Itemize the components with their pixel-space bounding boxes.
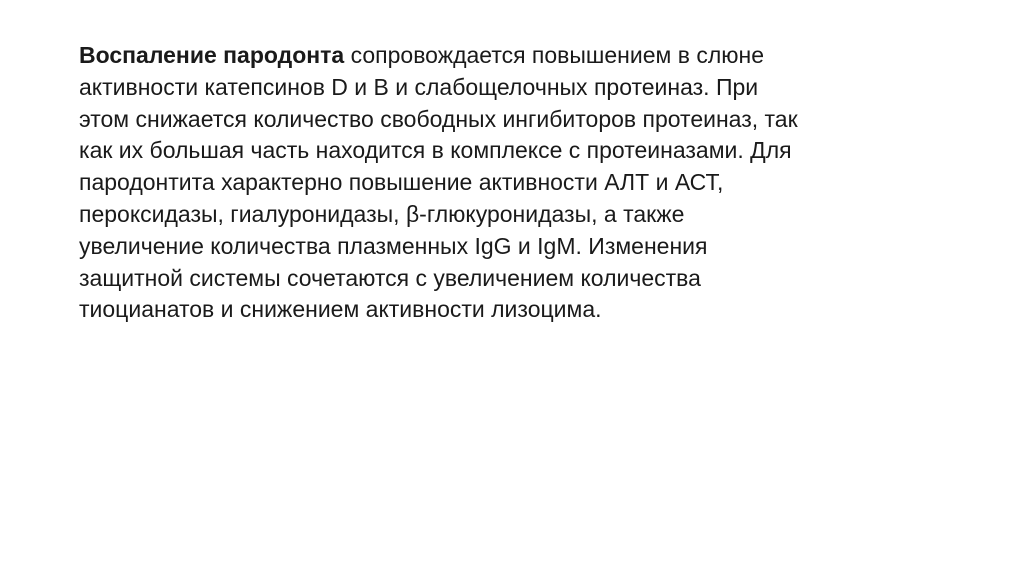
paragraph-line-7: увеличение количества плазменных IgG и IgM. Изменения [79, 232, 708, 259]
paragraph-line-9: тиоцианатов и снижением активности лизоцима. [79, 296, 602, 323]
line-text: сопровождается повышением в слюне [344, 42, 764, 68]
paragraph-line-1 [79, 40, 959, 72]
paragraph-line-2: активности катепсинов D и B и слабощелочных протеиназ. При [79, 73, 759, 100]
paragraph-line-4: как их большая часть находится в комплексе с протеиназами. Для [79, 137, 792, 164]
body-paragraph [79, 40, 959, 326]
paragraph-line-6: пероксидазы, гиалуронидазы, β-глюкуронидазы, а также [79, 200, 685, 227]
paragraph-line-8: защитной системы сочетаются с увеличением количества [79, 264, 701, 291]
bold-term: Воспаление пародонта [79, 42, 345, 68]
paragraph-line-3: этом снижается количество свободных ингибиторов протеиназ, так [79, 105, 798, 132]
paragraph-line-5: пародонтита характерно повышение активности АЛТ и АСТ, [79, 169, 724, 196]
